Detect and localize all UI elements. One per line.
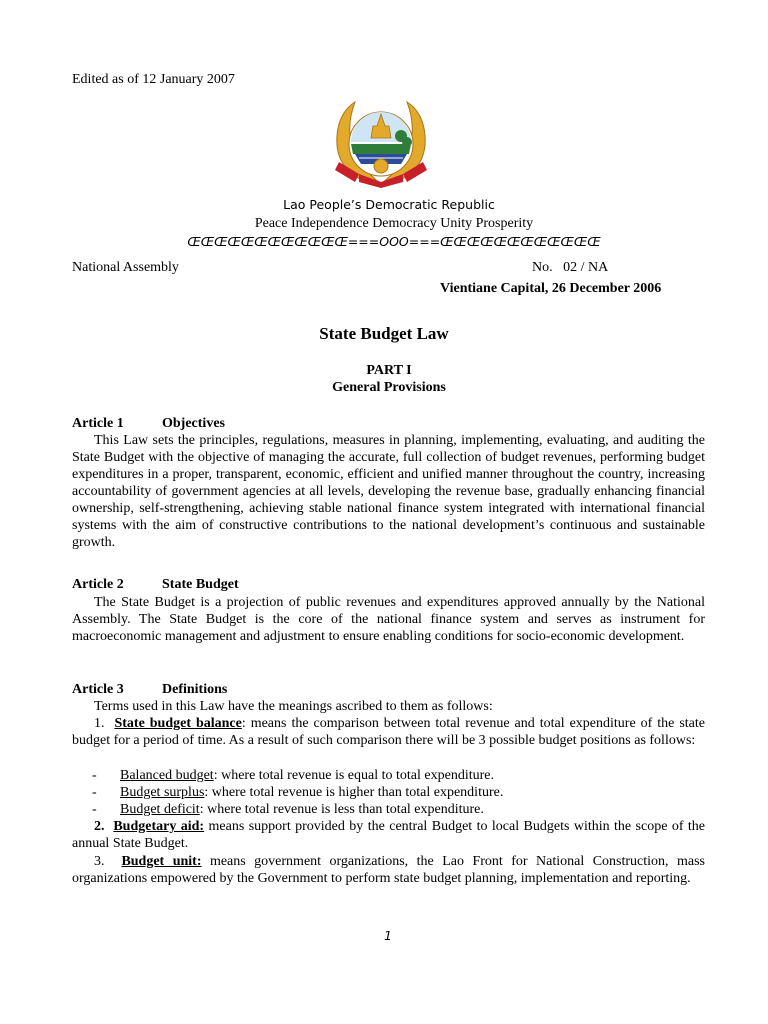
sub-definition-term: Budget deficit	[120, 802, 200, 817]
definition-1	[72, 715, 705, 749]
definition-2-text: means support provided by the central Budget to local Budgets within the scope of the annual State Budget.	[72, 819, 706, 851]
article-3-intro: Terms used in this Law have the meanings ascribed to them as follows:	[94, 699, 493, 714]
article-2-body: The State Budget is a projection of public revenues and expenditures approved annually by the National Assembly. The State Budget is the core of the national finance system and serves as instrument for macroeconomic management and adjustment to ensure enabling conditions for socio-economic development.	[72, 595, 705, 644]
definition-3-number: 3.	[94, 854, 105, 869]
definition-1-term: State budget balance	[114, 716, 242, 731]
document-number: No. 02 / NA	[532, 260, 609, 275]
sub-definition: - Budget deficit: where total revenue is less than total expenditure.	[92, 802, 484, 817]
article-2-heading	[72, 576, 239, 593]
assembly-label: National Assembly	[72, 260, 179, 275]
definition-3	[72, 853, 705, 887]
part-number: PART I	[366, 363, 412, 378]
sub-definition-term: Balanced budget	[120, 768, 214, 783]
definition-1-number: 1.	[94, 716, 105, 731]
separator: ŒŒŒŒŒŒŒŒŒŒŒŒ===OOO===ŒŒŒŒŒŒŒŒŒŒŒŒ	[187, 234, 601, 249]
article-3-title: Definitions	[162, 682, 228, 697]
sub-definition: - Budget surplus: where total revenue is higher than total expenditure.	[92, 785, 504, 800]
article-1-heading	[72, 415, 225, 432]
article-2-label: Article 2	[72, 577, 124, 592]
law-title: State Budget Law	[319, 324, 449, 343]
article-3-heading	[72, 681, 227, 698]
article-1-label: Article 1	[72, 416, 124, 431]
definition-3-term: Budget unit:	[121, 854, 202, 869]
sub-definition-text: : where total revenue is less than total expenditure.	[199, 802, 484, 817]
article-2-title: State Budget	[162, 577, 239, 592]
motto: Peace Independence Democracy Unity Prosperity	[254, 216, 534, 231]
definition-3-text: means government organizations, the Lao Front for National Construction, mass organizations empowered by the Government to perform state budget planning, implementation and reporting.	[72, 854, 706, 886]
edited-note: Edited as of 12 January 2007	[72, 72, 235, 87]
article-1-body: This Law sets the principles, regulations, measures in planning, implementing, evaluating, and auditing the State Budget with the objective of managing the accurate, full collection of budget revenues, performing budget expenditures in a proper, transparent, economic, efficient and unified manner throughout the country, increasing accountability of government agencies at all levels, developing the revenue base, gradually enhancing financial ownership, self-strengthening, achieving stable national finance system integrated with international financial systems with the aim of constructive contributions to the national development’s continuous and sustainable growth.	[72, 433, 705, 550]
sub-definition-text: : where total revenue is equal to total expenditure.	[213, 768, 494, 783]
sub-definition-term: Budget surplus	[120, 785, 205, 800]
national-emblem-icon	[329, 92, 433, 190]
sub-definition-text: : where total revenue is higher than total expenditure.	[204, 785, 504, 800]
definition-2	[72, 818, 705, 852]
place-date: Vientiane Capital, 26 December 2006	[440, 281, 662, 296]
definition-2-number: 2.	[94, 819, 105, 834]
definition-1-text: : means the comparison between total revenue and total expenditure of the state budget for a period of time. As a result of such comparison there will be 3 possible budget positions as follows:	[72, 716, 705, 748]
sub-definition: - Balanced budget: where total revenue is equal to total expenditure.	[92, 768, 494, 783]
article-3-label: Article 3	[72, 682, 124, 697]
article-1-title: Objectives	[162, 416, 225, 431]
page-number: 1	[384, 928, 392, 943]
country-name: Lao People’s Democratic Republic	[283, 197, 495, 212]
definition-2-term: Budgetary aid:	[113, 819, 205, 834]
part-title: General Provisions	[332, 380, 446, 395]
